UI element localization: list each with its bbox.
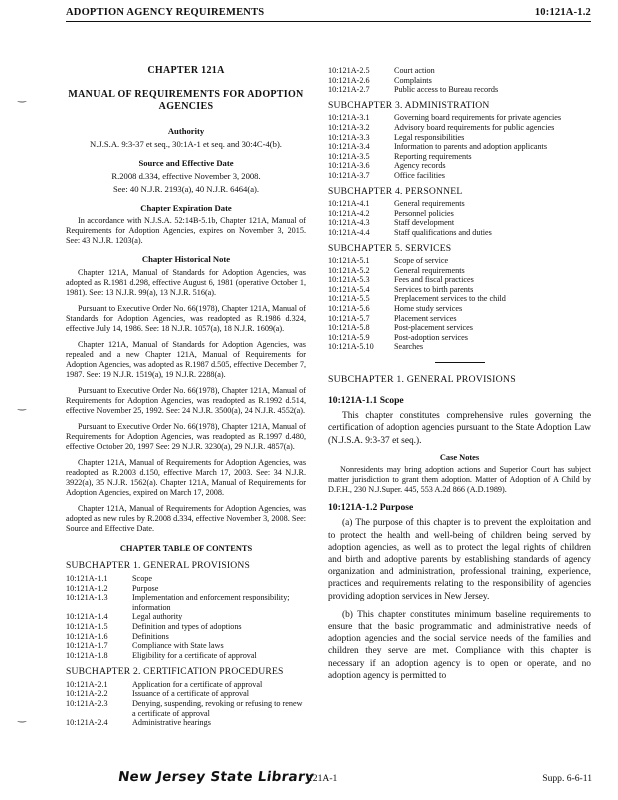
toc-row[interactable] xyxy=(328,133,591,143)
expiration-heading: Chapter Expiration Date xyxy=(140,202,232,213)
toc-title: CHAPTER TABLE OF CONTENTS xyxy=(119,543,253,553)
header-rule xyxy=(66,21,591,22)
toc-text: Scope xyxy=(132,573,153,583)
toc-number: 10:121A-3.5 xyxy=(328,151,370,161)
toc-number: 10:121A-1.7 xyxy=(66,641,108,651)
toc-text: Agency records xyxy=(394,161,446,171)
toc-row[interactable] xyxy=(66,651,306,661)
toc-number: 10:121A-1.8 xyxy=(66,650,108,660)
history-heading: Chapter Historical Note xyxy=(141,254,231,265)
toc-text: Scope of service xyxy=(394,256,449,266)
toc-text: Placement services xyxy=(394,313,457,323)
toc-row[interactable] xyxy=(328,333,591,343)
history-paragraph: Chapter 121A, Manual of Standards for Adoption Agencies, was adopted as R.1981 d.298, effective August 6, 1981 (operative October 1, 1981). See: 13 N.J.R. 99(a), 13 N.J.R. 516(a). xyxy=(66,267,306,297)
subchapter-title: SUBCHAPTER 1. GENERAL PROVISIONS xyxy=(66,560,251,572)
toc-row[interactable] xyxy=(328,275,591,285)
toc-row[interactable] xyxy=(328,66,591,76)
running-header xyxy=(66,4,591,20)
toc-row[interactable] xyxy=(66,680,306,690)
toc-text: Governing board requirements for private agencies xyxy=(394,113,562,123)
toc-number: 10:121A-1.6 xyxy=(66,631,108,641)
toc-text: Definitions xyxy=(132,631,169,641)
subchapter-heading: SUBCHAPTER 1. GENERAL PROVISIONS xyxy=(328,374,516,386)
toc-number: 10:121A-3.3 xyxy=(328,132,370,142)
toc-row[interactable] xyxy=(328,266,591,276)
toc-row[interactable] xyxy=(328,123,591,133)
toc-text: Post-adoption services xyxy=(394,332,468,342)
toc-text: Definition and types of adoptions xyxy=(132,621,242,631)
scope-text: This chapter constitutes comprehensive rules governing the certification of adoption agencies pursuant to the State Adoption Law (N.J.S.A. 9:3-37 et seq.). xyxy=(328,411,591,446)
toc-number: 10:121A-2.4 xyxy=(66,718,108,728)
toc-row[interactable] xyxy=(328,85,591,95)
toc-row[interactable] xyxy=(328,76,591,86)
toc-number: 10:121A-5.5 xyxy=(328,294,370,304)
toc-row[interactable] xyxy=(328,152,591,162)
page-number: 121A-1 xyxy=(308,773,338,784)
case-notes-heading: Case Notes xyxy=(439,452,480,462)
toc-text: General requirements xyxy=(394,199,465,209)
toc-table xyxy=(328,256,591,352)
toc-row[interactable] xyxy=(328,256,591,266)
toc-row[interactable] xyxy=(328,342,591,352)
toc-row[interactable] xyxy=(328,113,591,123)
toc-number: 10:121A-4.4 xyxy=(328,227,370,237)
toc-number: 10:121A-3.2 xyxy=(328,122,370,132)
toc-text: Post-placement services xyxy=(394,323,473,333)
toc-table xyxy=(66,574,306,660)
toc-text: Public access to Bureau records xyxy=(394,85,499,95)
toc-number: 10:121A-4.1 xyxy=(328,199,370,209)
toc-number: 10:121A-5.3 xyxy=(328,275,370,285)
toc-number: 10:121A-2.2 xyxy=(66,689,108,699)
toc-text: Implementation and enforcement responsibility; information xyxy=(132,593,290,612)
source-heading: Source and Effective Date xyxy=(138,157,234,168)
authority-text: N.J.S.A. 9:3-37 et seq., 30:1A-1 et seq. and 30:4C-4(b). xyxy=(90,139,282,150)
toc-number: 10:121A-3.4 xyxy=(328,142,370,152)
right-column xyxy=(328,66,591,688)
expiration-text: In accordance with N.J.S.A. 52:14B-5.1b, Chapter 121A, Manual of Requirements for Adoption Agencies, expires on November 3, 2015. See: 43 N.J.R. 1203(a). xyxy=(66,216,306,246)
toc-number: 10:121A-3.7 xyxy=(328,170,370,180)
subchapter-title: SUBCHAPTER 3. ADMINISTRATION xyxy=(328,99,490,111)
toc-text: Office facilities xyxy=(394,170,445,180)
case-notes-text: Nonresidents may bring adoption actions and Superior Court has subject matter jurisdiction to grant them adoption. Matter of Adoption of A Child by D.F.H., 230 N.J.Super. 445, 553 A.2d 866 (A.D.1989). xyxy=(328,465,591,495)
toc-row[interactable] xyxy=(66,641,306,651)
toc-row[interactable] xyxy=(328,304,591,314)
section-divider xyxy=(435,362,485,363)
toc-text: Legal responsibilities xyxy=(394,132,465,142)
library-stamp: New Jersey State Library xyxy=(116,769,316,785)
toc-text: Application for a certificate of approval xyxy=(132,679,263,689)
toc-number: 10:121A-2.6 xyxy=(328,75,370,85)
toc-text: Reporting requirements xyxy=(394,151,472,161)
history-paragraph: Pursuant to Executive Order No. 66(1978), Chapter 121A, Manual of Requirements for Adoption Agencies, was readopted as R.1997 d.480, effective October 20, 1997 See: 29 N.J.R. 3230(a), 29 N.J.R. 4857(a). xyxy=(66,421,306,451)
toc-number: 10:121A-1.1 xyxy=(66,573,108,583)
toc-text: Staff development xyxy=(394,218,455,228)
toc-number: 10:121A-2.5 xyxy=(328,66,370,75)
source-line: R.2008 d.334, effective November 3, 2008. xyxy=(111,171,261,182)
toc-text: Purpose xyxy=(132,583,159,593)
header-title: ADOPTION AGENCY REQUIREMENTS xyxy=(66,6,265,18)
toc-row[interactable] xyxy=(328,294,591,304)
section-heading-scope: 10:121A-1.1 Scope xyxy=(328,394,404,406)
toc-text: Legal authority xyxy=(132,612,183,622)
subchapter-title: SUBCHAPTER 5. SERVICES xyxy=(328,242,452,254)
margin-mark: ‿ xyxy=(18,712,27,723)
toc-number: 10:121A-2.3 xyxy=(66,699,108,709)
toc-number: 10:121A-5.8 xyxy=(328,323,370,333)
toc-number: 10:121A-1.3 xyxy=(66,593,108,603)
page-footer xyxy=(0,769,618,793)
toc-row[interactable] xyxy=(328,228,591,238)
toc-number: 10:121A-5.4 xyxy=(328,284,370,294)
toc-text: Advisory board requirements for public agencies xyxy=(394,122,555,132)
margin-mark: ‿ xyxy=(18,400,27,411)
toc-number: 10:121A-5.6 xyxy=(328,304,370,314)
toc-text: Information to parents and adoption applicants xyxy=(394,142,548,152)
toc-table xyxy=(328,199,591,237)
toc-number: 10:121A-4.2 xyxy=(328,208,370,218)
toc-text: Complaints xyxy=(394,75,432,85)
toc-table xyxy=(328,113,591,180)
toc-number: 10:121A-5.1 xyxy=(328,256,370,266)
toc-row[interactable] xyxy=(328,209,591,219)
toc-row[interactable] xyxy=(66,584,306,594)
history-paragraph: Chapter 121A, Manual of Requirements for Adoption Agencies, was readopted as R.2003 d.150, effective March 17, 2003. See: 34 N.J.R. 3922(a), 35 N.J.R. 1562(a). Chapter 121A, Manual of Requirements for Adoption Agencies, expired on March 17, 2008. xyxy=(66,457,306,497)
subchapter-title: SUBCHAPTER 4. PERSONNEL xyxy=(328,185,463,197)
toc-row[interactable] xyxy=(328,314,591,324)
toc-text: Administrative hearings xyxy=(132,718,211,728)
toc-text: Compliance with State laws xyxy=(132,641,224,651)
toc-row[interactable] xyxy=(328,171,591,181)
history-paragraph: Pursuant to Executive Order No. 66(1978), Chapter 121A, Manual of Requirements for Adoption Agencies, was readopted as R.1992 d.514, effective November 25, 1992. See: 24 N.J.R. 3500(a), 24 N.J.R. 4552(a). xyxy=(66,385,306,415)
toc-number: 10:121A-1.4 xyxy=(66,612,108,622)
manual-title: MANUAL OF REQUIREMENTS FOR ADOPTION AGENCIES xyxy=(68,88,304,113)
source-line: See: 40 N.J.R. 2193(a), 40 N.J.R. 6464(a). xyxy=(112,183,260,194)
chapter-title: CHAPTER 121A xyxy=(147,65,225,76)
toc-row[interactable] xyxy=(66,718,306,728)
toc-table xyxy=(66,680,306,728)
toc-row[interactable] xyxy=(328,142,591,152)
toc-row[interactable] xyxy=(66,699,306,718)
toc-table xyxy=(328,66,591,95)
toc-text: Preplacement services to the child xyxy=(394,294,506,304)
toc-row[interactable] xyxy=(328,199,591,209)
history-paragraph: Chapter 121A, Manual of Standards for Adoption Agencies, was repealed and a new Chapter 121A, Manual of Requirements for Adoption Agencies, was adopted as R.1987 d.505, effective December 7, 1987. See: 19 N.J.R. 1519(a), 19 N.J.R. 2288(a). xyxy=(66,339,306,379)
toc-row[interactable] xyxy=(66,593,306,612)
supplement-date: Supp. 6-6-11 xyxy=(542,773,592,784)
toc-text: Searches xyxy=(394,342,424,352)
toc-number: 10:121A-1.2 xyxy=(66,583,108,593)
toc-number: 10:121A-5.10 xyxy=(328,342,374,352)
purpose-paragraph-a: (a) The purpose of this chapter is to prevent the exploitation and to protect the health and well-being of children being served by adoption agencies, as well as to protect the legal rights of children and birth and adoptive parents by establishing standards of agency organization and administration, professional training, experience, practices and requirements relating to the responsibility of agencies providing adoption services in New Jersey. xyxy=(328,518,591,602)
toc-row[interactable] xyxy=(66,612,306,622)
toc-text: Denying, suspending, revoking or refusing to renew a certificate of approval xyxy=(132,699,303,718)
toc-row[interactable] xyxy=(328,323,591,333)
toc-row[interactable] xyxy=(66,689,306,699)
toc-row[interactable] xyxy=(328,285,591,295)
toc-number: 10:121A-3.1 xyxy=(328,113,370,123)
history-paragraph: Chapter 121A, Manual of Requirements for Adoption Agencies, was adopted as new rules by R.2008 d.334, effective November 3, 2008. See: Source and Effective Date. xyxy=(66,503,306,533)
margin-mark: ‿ xyxy=(18,92,27,103)
toc-row[interactable] xyxy=(328,218,591,228)
toc-text: Eligibility for a certificate of approval xyxy=(132,650,257,660)
toc-row[interactable] xyxy=(66,574,306,584)
history-paragraph: Pursuant to Executive Order No. 66(1978), Chapter 121A, Manual of Standards for Adoption Agencies, was readopted as R.1986 d.324, effective July 14, 1986. See: 18 N.J.R. 1057(a), 18 N.J.R. 1609(a). xyxy=(66,303,306,333)
purpose-paragraph-b: (b) This chapter constitutes minimum baseline requirements to ensure that the basic programmatic and administrative needs of adoption agencies and the social service needs of the families and children they serve are met. Compliance with this chapter is necessary if an adoption agency is to open or operate, and no adoption agency is permitted to xyxy=(328,609,591,681)
toc-number: 10:121A-4.3 xyxy=(328,218,370,228)
toc-number: 10:121A-2.1 xyxy=(66,679,108,689)
toc-text: Fees and fiscal practices xyxy=(394,275,474,285)
toc-row[interactable] xyxy=(328,161,591,171)
left-column xyxy=(66,66,306,728)
toc-text: Issuance of a certificate of approval xyxy=(132,689,250,699)
header-section-number: 10:121A-1.2 xyxy=(534,6,591,18)
toc-text: Home study services xyxy=(394,304,463,314)
authority-heading: Authority xyxy=(167,125,205,136)
toc-number: 10:121A-5.7 xyxy=(328,313,370,323)
toc-number: 10:121A-5.9 xyxy=(328,332,370,342)
toc-text: Personnel policies xyxy=(394,208,454,218)
toc-row[interactable] xyxy=(66,622,306,632)
toc-row[interactable] xyxy=(66,632,306,642)
toc-text: Staff qualifications and duties xyxy=(394,227,492,237)
subchapter-title: SUBCHAPTER 2. CERTIFICATION PROCEDURES xyxy=(66,666,284,678)
toc-number: 10:121A-5.2 xyxy=(328,265,370,275)
toc-number: 10:121A-2.7 xyxy=(328,85,370,95)
toc-text: Court action xyxy=(394,66,435,75)
toc-number: 10:121A-1.5 xyxy=(66,621,108,631)
toc-text: Services to birth parents xyxy=(394,284,474,294)
toc-text: General requirements xyxy=(394,265,465,275)
section-heading-purpose: 10:121A-1.2 Purpose xyxy=(328,501,414,513)
toc-number: 10:121A-3.6 xyxy=(328,161,370,171)
